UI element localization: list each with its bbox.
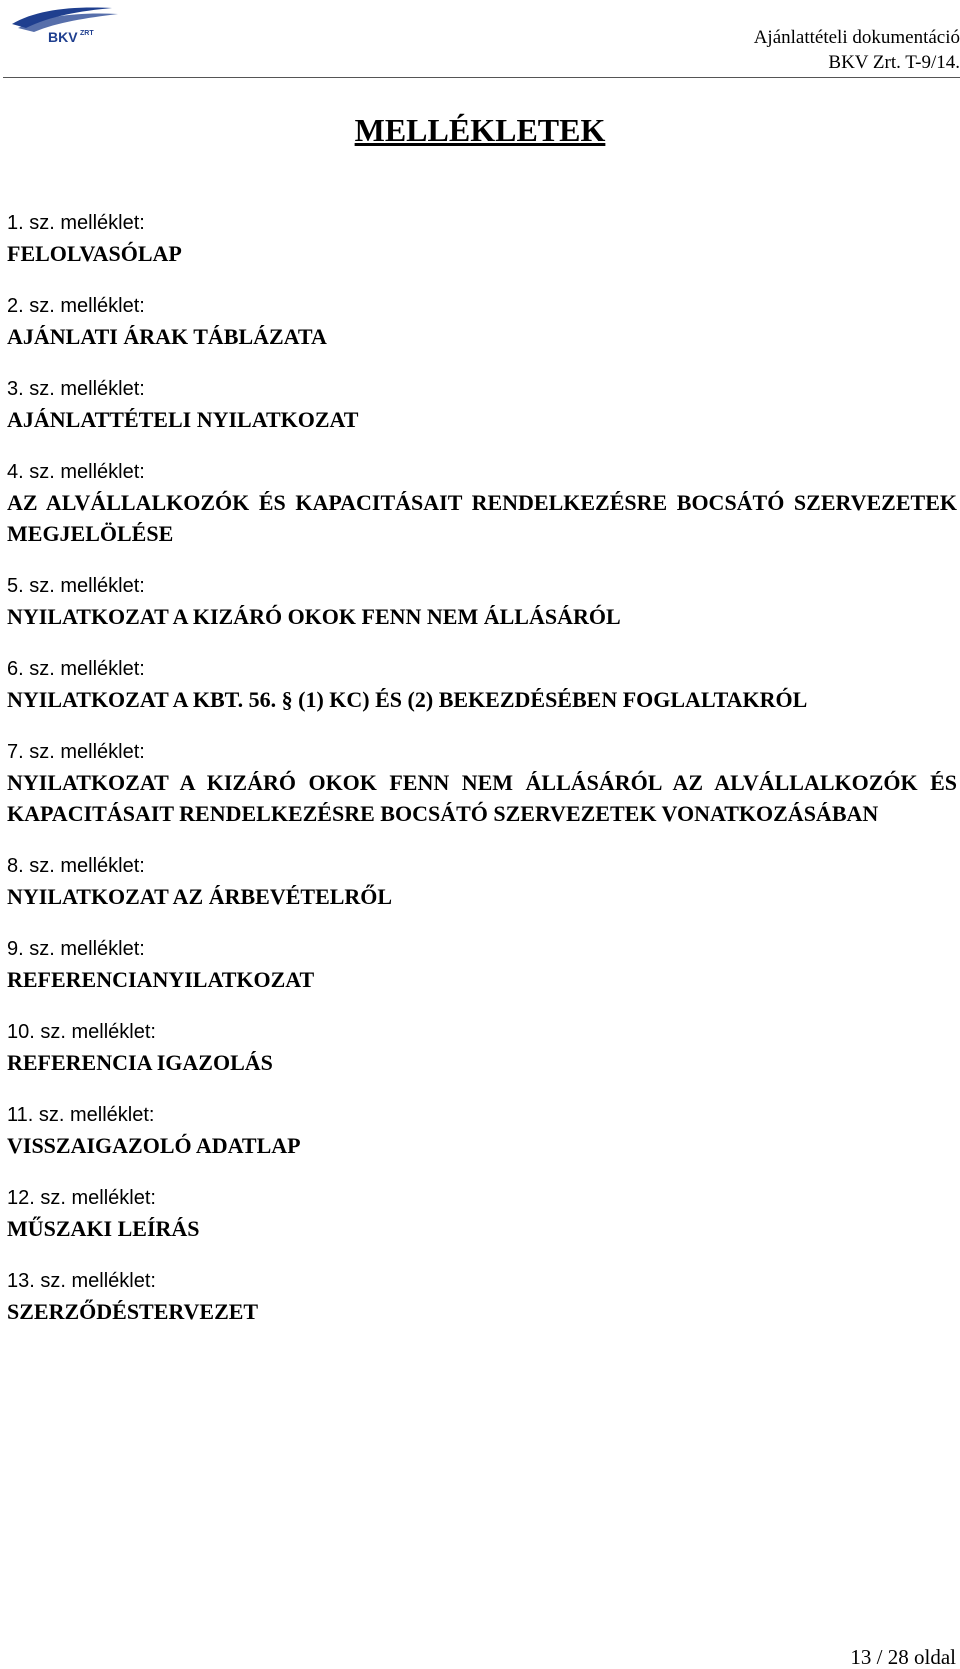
annex-title: AJÁNLATI ÁRAK TÁBLÁZATA: [7, 324, 327, 349]
annex-item: [7, 1183, 957, 1244]
page-title: MELLÉKLETEK: [354, 112, 606, 148]
document-reference: BKV Zrt. T-9/14.: [828, 52, 960, 73]
annex-title: MŰSZAKI LEÍRÁS: [7, 1216, 200, 1241]
annex-title: REFERENCIA IGAZOLÁS: [7, 1050, 273, 1075]
bkv-logo: [8, 2, 126, 46]
annex-item: [7, 934, 957, 995]
annex-item: [7, 737, 957, 829]
page-header: [0, 0, 960, 80]
annex-item: [7, 1017, 957, 1078]
annex-item: [7, 1100, 957, 1161]
annex-title: VISSZAIGAZOLÓ ADATLAP: [7, 1133, 301, 1158]
annex-number: 2. sz. melléklet:: [7, 295, 145, 317]
annex-number: 10. sz. melléklet:: [7, 1021, 156, 1043]
svg-text:BKV: BKV: [48, 29, 78, 45]
annex-number: 13. sz. melléklet:: [7, 1270, 156, 1292]
annex-title: REFERENCIANYILATKOZAT: [7, 967, 315, 992]
annex-item: [7, 1266, 957, 1327]
annex-item: [7, 851, 957, 912]
annex-title: AJÁNLATTÉTELI NYILATKOZAT: [7, 407, 359, 432]
annex-item: [7, 374, 957, 435]
annex-item: [7, 457, 957, 549]
annex-title: AZ ALVÁLLALKOZÓK ÉS KAPACITÁSAIT RENDELKEZÉSRE BOCSÁTÓ SZERVEZETEK MEGJELÖLÉSE: [7, 490, 957, 546]
annex-item: [7, 291, 957, 352]
annex-title: NYILATKOZAT AZ ÁRBEVÉTELRŐL: [7, 884, 393, 909]
page-indicator: 13 / 28 oldal: [850, 1645, 956, 1669]
annex-item: [7, 654, 957, 715]
annex-number: 5. sz. melléklet:: [7, 575, 145, 597]
annex-number: 12. sz. melléklet:: [7, 1187, 156, 1209]
annex-number: 11. sz. melléklet:: [7, 1104, 155, 1126]
annex-title: NYILATKOZAT A KIZÁRÓ OKOK FENN NEM ÁLLÁSÁRÓL AZ ALVÁLLALKOZÓK ÉS KAPACITÁSAIT RENDELKEZÉSRE BOCSÁTÓ SZERVEZETEK VONATKOZÁSÁBAN: [7, 770, 957, 826]
annex-number: 9. sz. melléklet:: [7, 938, 145, 960]
annex-item: [7, 208, 957, 269]
annex-number: 6. sz. melléklet:: [7, 658, 145, 680]
annex-number: 4. sz. melléklet:: [7, 461, 145, 483]
annex-number: 1. sz. melléklet:: [7, 212, 145, 234]
svg-text:ZRT: ZRT: [80, 30, 94, 37]
annex-title: SZERZŐDÉSTERVEZET: [7, 1299, 259, 1324]
annex-number: 3. sz. melléklet:: [7, 378, 145, 400]
document-title: Ajánlattételi dokumentáció: [753, 27, 960, 48]
annex-item: [7, 571, 957, 632]
annex-title: NYILATKOZAT A KBT. 56. § (1) KC) ÉS (2) BEKEZDÉSÉBEN FOGLALTAKRÓL: [7, 687, 808, 712]
annex-title: NYILATKOZAT A KIZÁRÓ OKOK FENN NEM ÁLLÁSÁRÓL: [7, 604, 621, 629]
annex-number: 8. sz. melléklet:: [7, 855, 145, 877]
header-divider: [3, 77, 960, 78]
annex-title: FELOLVASÓLAP: [7, 241, 182, 266]
annex-list: [7, 208, 957, 1349]
annex-number: 7. sz. melléklet:: [7, 741, 145, 763]
